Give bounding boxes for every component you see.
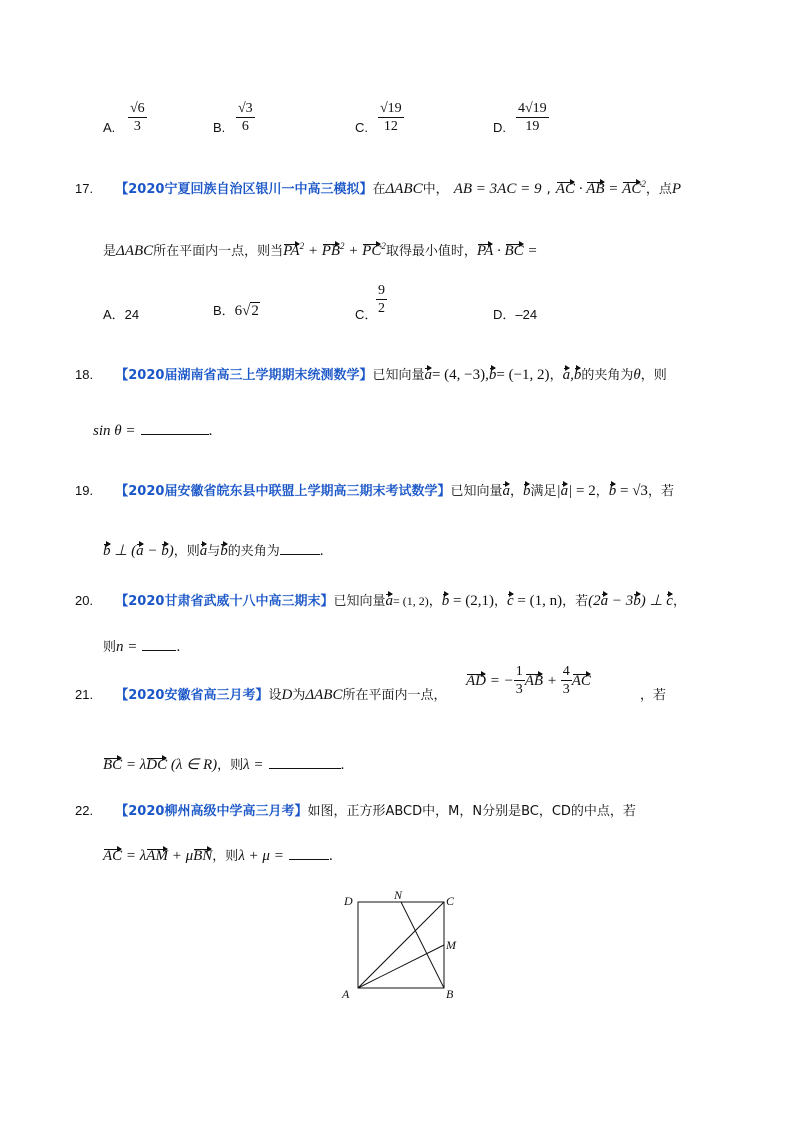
math-perpendicular: (2a − 3b) ⊥ c (588, 593, 673, 609)
q18-stem-line1: 18. 【2020届湖南省高三上学期期末统测数学】已知向量a= (4, −3),b= (−1, 2)，a,b的夹角为θ，则 (75, 367, 667, 383)
period: . (176, 639, 181, 655)
stem-text: ，若 (562, 594, 589, 609)
question-number: 22. (75, 803, 94, 818)
stem-text: 在 (372, 182, 386, 197)
stem-text: 取得最小值时， (385, 244, 477, 259)
stem-text: 如图，正方形ABCD中，M，N分别是BC，CD的中点，若 (307, 804, 636, 819)
period: . (208, 423, 213, 439)
question-number: 19. (75, 483, 94, 498)
q19-stem-line2: b ⊥ (a − b)，则a与b的夹角为 . (103, 543, 324, 559)
stem-text: ，若 (640, 688, 667, 703)
math-triangle: ΔABC (116, 243, 154, 259)
fraction-denominator: 19 (525, 119, 540, 134)
label-c: C (446, 894, 455, 908)
math-value: = (1, 2) (392, 594, 429, 608)
stem-text: 所在平面内一点， (342, 688, 447, 703)
radicand: 2 (251, 303, 259, 319)
q21-vector-equation: AD = − $\frac{1}{3}$ AB + $\frac{4}{3}$ AC (466, 664, 591, 697)
option-letter: B． (213, 303, 235, 318)
question-number: 18. (75, 367, 94, 382)
question-source: 【2020宁夏回族自治区银川一中高三模拟】 (115, 182, 373, 197)
math-perpendicular: b ⊥ (a − b) (103, 543, 174, 559)
stem-text: ，若 (647, 484, 674, 499)
stem-text: 的夹角为 (227, 544, 280, 559)
answer-blank[interactable] (269, 756, 341, 769)
stem-text: ，点 (645, 182, 672, 197)
q17-option-c: C． (355, 307, 378, 322)
math-expression: n = (116, 639, 138, 655)
question-source: 【2020届湖南省高三上学期期末统测数学】 (115, 368, 373, 383)
math-triangle: ΔABC (305, 687, 343, 703)
q16-option-b (213, 120, 225, 135)
q21-stem-cont (640, 684, 666, 703)
q22-stem-line1 (75, 800, 636, 819)
question-number: 17. (75, 181, 94, 196)
math-expression: λ + μ = (238, 848, 284, 864)
label-n: N (394, 888, 403, 902)
math-value: = (4, −3), (431, 367, 489, 383)
question-number: 20. (75, 593, 94, 608)
stem-text: ，则 (217, 758, 244, 773)
answer-blank[interactable] (141, 422, 209, 435)
math-vector-equation: BC = λDC (λ ∈ R) (103, 757, 218, 773)
fraction-numerator: 4√19 (518, 101, 547, 116)
stem-text: ，则 (173, 544, 200, 559)
fraction-numerator: √19 (380, 101, 402, 116)
stem-text: 满足 (530, 484, 557, 499)
q17-option-d: D．–24 (493, 307, 538, 322)
stem-text: 中， (422, 182, 449, 197)
period: . (319, 543, 324, 559)
label-b: B (446, 987, 454, 1001)
fraction-denominator: 6 (241, 119, 249, 134)
q17-stem-line2 (103, 240, 538, 260)
option-value: 6 (234, 303, 243, 319)
question-source: 【2020届安徽省皖东县中联盟上学期高三期末考试数学】 (115, 484, 451, 499)
option-letter: B. (213, 120, 226, 135)
square-abcd-figure (338, 888, 462, 1002)
stem-text: 已知向量 (333, 594, 386, 609)
math-point: D (281, 687, 293, 703)
q22-answer-line (103, 845, 333, 865)
period: . (340, 757, 345, 773)
stem-text: 已知向量 (450, 484, 503, 499)
q20-stem-line1: 20. 【2020甘肃省武威十八中高三期末】已知向量a= (1, 2)，b = (2,1)，c = (1, n)，若(2a − 3b) ⊥ c， (75, 593, 686, 609)
option-letter: C. (355, 120, 368, 135)
question-number: 21. (75, 687, 94, 702)
math-point: P (671, 181, 682, 197)
math-dot-product-equation: AC · AB = $AC^2$ (555, 179, 646, 197)
answer-blank[interactable] (142, 638, 176, 651)
math-sum-of-squares: $PA^2 + PB^2 + PC^2$ (283, 241, 386, 259)
stem-text: 与 (207, 544, 221, 559)
stem-text: 为 (292, 688, 306, 703)
math-equation: AB = 3AC = 9 (453, 181, 542, 197)
q19-stem-line1: 19. 【2020届安徽省皖东县中联盟上学期高三期末考试数学】已知向量a，b满足|a| = 2，b = √3，若 (75, 483, 674, 499)
fraction-denominator: 2 (378, 301, 385, 316)
math-value: = 2 (576, 483, 596, 499)
math-vector-a: a (424, 367, 432, 383)
math-expression: λ = (243, 757, 264, 773)
question-source: 【2020柳州高级中学高三月考】 (115, 804, 308, 819)
q20-answer-line (103, 636, 180, 656)
math-vector-equation: AC = λAM + μBN (103, 848, 213, 864)
stem-text: ，则 (212, 849, 239, 864)
answer-blank[interactable] (280, 542, 320, 555)
q17-stem-line1: 17. 【2020宁夏回族自治区银川一中高三模拟】在ΔABC中， AB = 3AC = 9 , AC · AB = $AC^2$，点P (75, 179, 682, 197)
option-letter: A. (103, 120, 116, 135)
fraction-denominator: 3 (133, 119, 141, 134)
math-value: = √3 (619, 483, 648, 499)
stem-text: 的夹角为 (581, 368, 634, 383)
label-m: M (446, 938, 456, 952)
q16-option-b-value (236, 100, 255, 135)
period: . (328, 848, 333, 864)
math-theta: θ (633, 367, 641, 383)
stem-text: 则 (103, 640, 117, 655)
math-abs-a: |a| (556, 483, 576, 499)
math-value: = (−1, 2) (496, 367, 550, 383)
fraction-denominator: 12 (383, 119, 398, 134)
math-vectors-ab: a,b (562, 367, 582, 383)
q16-option-d-value (516, 100, 549, 135)
q16-option-c (355, 120, 368, 135)
segment-bn (401, 902, 444, 988)
q16-option-a-value (128, 100, 147, 135)
math-dot-product: PA · BC = (476, 243, 538, 259)
q16-option-d (493, 120, 506, 135)
stem-text: 已知向量 (372, 368, 425, 383)
q16-option-a (103, 120, 115, 135)
q16-option-c-value (378, 100, 404, 135)
label-a: A (342, 987, 350, 1001)
math-value: = (2,1) (453, 593, 494, 609)
label-d: D (344, 894, 353, 908)
stem-text: 所在平面内一点，则当 (153, 244, 284, 259)
question-source: 【2020甘肃省武威十八中高三期末】 (115, 594, 334, 609)
math-triangle: ΔABC (385, 181, 423, 197)
option-letter: D. (493, 120, 506, 135)
stem-text: ，则 (640, 368, 667, 383)
stem-text: 是 (103, 244, 117, 259)
math-value: = (1, n) (517, 593, 563, 609)
question-source: 【2020安徽省高三月考】 (115, 688, 269, 703)
fraction-numerator: 9 (378, 283, 385, 298)
q17-option-c-value (376, 282, 387, 317)
fraction-numerator: √6 (130, 101, 145, 116)
q18-answer-line (93, 420, 212, 440)
q21-answer-line (103, 754, 344, 774)
q17-option-b: B．6√2 (213, 303, 259, 319)
fraction-numerator: √3 (238, 101, 253, 116)
segment-am (358, 945, 444, 988)
diagonal-ac (358, 902, 444, 988)
q17-option-a: A．24 (103, 307, 140, 322)
stem-text: 设 (268, 688, 282, 703)
answer-blank[interactable] (289, 847, 329, 860)
q21-stem-line1 (75, 684, 446, 704)
math-expression: sin θ = (93, 423, 136, 439)
